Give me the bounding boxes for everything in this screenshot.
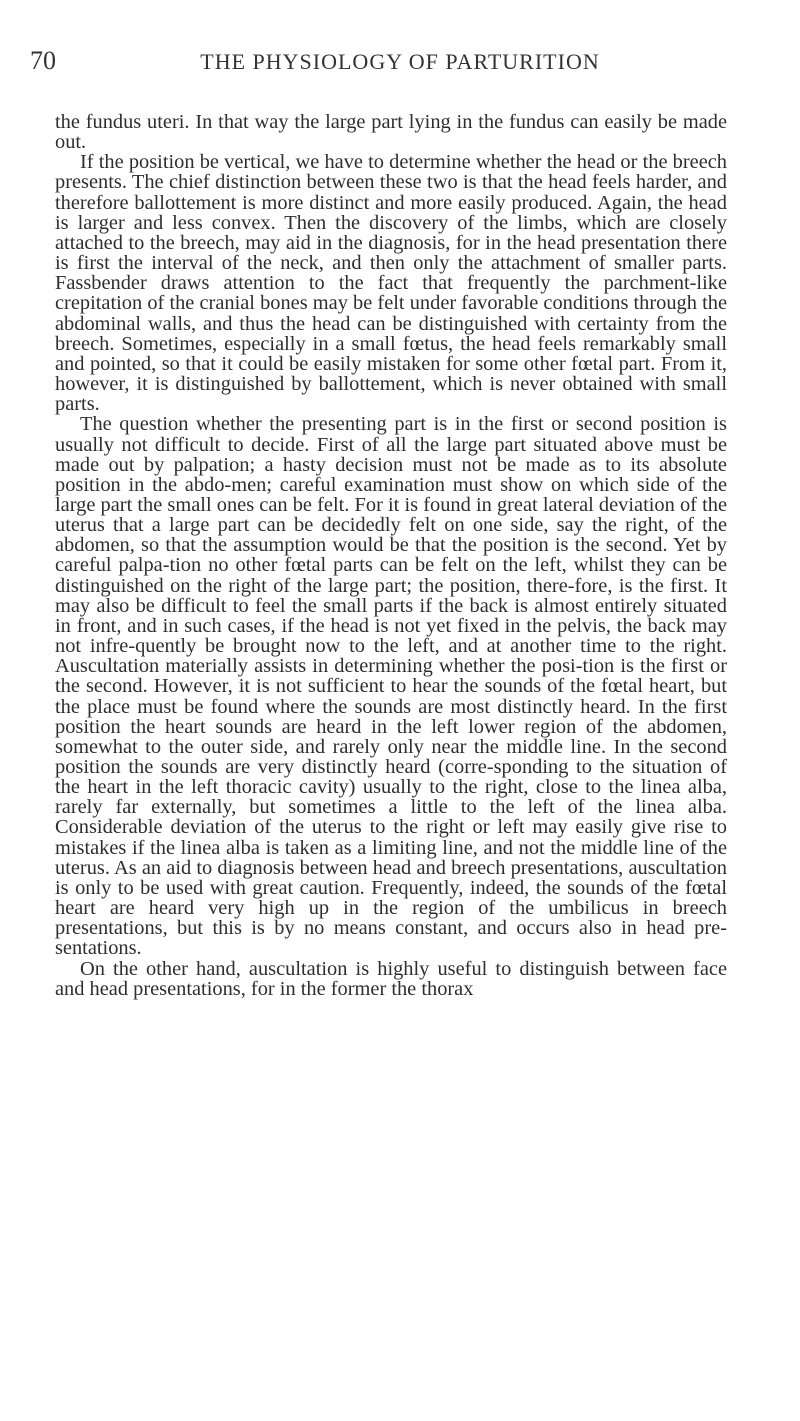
paragraph-first-or-second-position: The question whether the presenting part is in the first or second position is usually not difficult to decide. First of all the large part situated above must be made out by palpation; a hasty decision must not be made as to its absolute position in the abdo-men; careful examination must show on which side of the large part the small ones can be felt. For it is found in great lateral deviation of the uterus that a large part can be decidedly felt on one side, say the right, of the abdomen, so that the assumption would be that the position is the second. Yet by careful palpa-tion no other fœtal parts can be felt on the left, whilst they can be distinguished on the right of the large part; the position, there-fore, is the first. It may also be difficult to feel the small parts if the back is almost entirely situated in front, and in such cases, if the head is not yet fixed in the pelvis, the back may not infre-quently be brought now to the left, and at another time to the right. Auscultation materially assists in determining whether the posi-tion is the first or the second. However, it is not sufficient to hear the sounds of the fœtal heart, but the place must be found where the sounds are most distinctly heard. In the first position the heart sounds are heard in the left lower region of the abdomen, somewhat to the outer side, and rarely only near the middle line. In the second position the sounds are very distinctly heard (corre-sponding to the situation of the heart in the left thoracic cavity) usually to the right, close to the linea alba, rarely far externally, but sometimes a little to the left of the linea alba. Considerable deviation of the uterus to the right or left may easily give rise to mistakes if the linea alba is taken as a limiting line, and not the middle line of the uterus. As an aid to diagnosis between head and breech presentations, auscultation is only to be used with great caution. Frequently, indeed, the sounds of the fœtal heart are heard very high up in the region of the umbilicus in breech presentations, but this is by no means constant, and occurs also in head pre-sentations. [55,413,727,960]
page-number: 70 [30,46,56,75]
body-text [55,112,727,999]
running-title: THE PHYSIOLOGY OF PARTURITION [200,49,600,74]
running-head [30,46,770,80]
paragraph-head-or-breech: If the position be vertical, we have to determine whether the head or the breech presents. The chief distinction between these two is that the head feels harder, and therefore ballottement is more distinct and more easily produced. Again, the head is larger and less convex. Then the discovery of the limbs, which are closely attached to the breech, may aid in the diagnosis, for in the head presentation there is first the interval of the neck, and then only the attachment of smaller parts. Fassbender draws attention to the fact that frequently the parchment-like crepitation of the cranial bones may be felt under favorable conditions through the abdominal walls, and thus the head can be distinguished with certainty from the breech. Sometimes, especially in a small fœtus, the head feels remarkably small and pointed, so that it could be easily mistaken for some other fœtal part. From it, however, it is distinguished by ballottement, which is never obtained with small parts. [55,151,727,416]
paragraph-continuation: the fundus uteri. In that way the large part lying in the fundus can easily be made out. [55,111,727,154]
paragraph-face-or-head: On the other hand, auscultation is highly useful to distinguish between face and head presentations, for in the former the thorax [55,957,727,1000]
